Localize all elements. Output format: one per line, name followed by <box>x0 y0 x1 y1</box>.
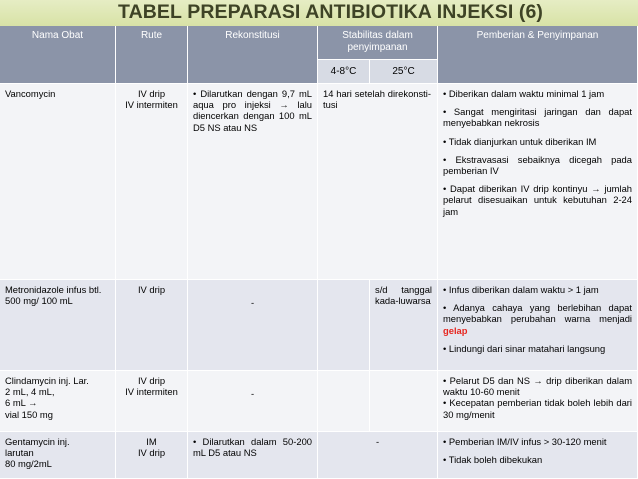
row-metronidazole-stab-cold <box>318 280 370 371</box>
rekon-text: - <box>250 388 255 399</box>
nama-line: 80 mg/2mL <box>5 458 52 470</box>
pemberian-item <box>443 302 632 336</box>
row-clindamycin-rute <box>116 371 188 432</box>
pemberian-text: • Adanya cahaya yang berlebihan dapat menyebabkan perubahan warna menjadi <box>443 302 632 325</box>
pemberian-item: • Kecepatan pemberian tidak boleh lebih dari 30 mg/menit <box>443 397 632 420</box>
row-gentamycin-rute <box>116 432 188 479</box>
rute-line: IV intermiten <box>125 99 178 111</box>
rute-line: IV intermiten <box>125 386 178 398</box>
title-banner <box>0 0 638 26</box>
highlight-word: gelap <box>443 324 468 336</box>
nama-line: 500 mg/ 100 mL <box>5 295 73 307</box>
rekon-text: • Dilarutkan dengan 9,7 mL aqua pro injeksi → lalu diencerkan dengan 100 mL D5 NS atau NS <box>193 88 312 133</box>
header-rute: Rute <box>116 26 188 84</box>
nama-line: 6 mL → <box>5 397 38 409</box>
header-stab-room: 25°C <box>370 60 438 84</box>
nama-line: Clindamycin inj. Lar. <box>5 375 89 386</box>
nama-line: Vancomycin <box>5 88 56 99</box>
pemberian-item: • Pemberian IM/IV infus > 30-120 menit <box>443 436 607 447</box>
pemberian-item: • Sangat mengiritasi jaringan dan dapat menyebabkan nekrosis <box>443 106 632 129</box>
nama-line: Gentamycin inj. <box>5 436 70 447</box>
pemberian-item: • Ekstravasasi sebaiknya dicegah pada pemberian IV <box>443 153 632 177</box>
nama-line: larutan <box>5 447 34 459</box>
row-clindamycin-nama <box>0 371 116 432</box>
header-stabilitas: Stabilitas dalam penyimpanan <box>318 26 438 60</box>
header-pemberian: Pemberian & Penyimpanan <box>438 26 638 84</box>
row-metronidazole-rekon <box>188 280 318 371</box>
stab-text: - <box>375 436 380 447</box>
pemberian-item: • Diberikan dalam waktu minimal 1 jam <box>443 88 605 99</box>
nama-line: 2 mL, 4 mL, <box>5 386 55 398</box>
row-clindamycin-pemberian <box>438 371 638 432</box>
pemberian-item: • Lindungi dari sinar matahari langsung <box>443 342 606 354</box>
row-clindamycin-stab-room <box>370 371 438 432</box>
row-vancomycin-rute <box>116 84 188 280</box>
row-vancomycin-nama <box>0 84 116 280</box>
row-gentamycin-stab <box>318 432 438 479</box>
row-gentamycin-rekon <box>188 432 318 479</box>
stab-text: 14 hari setelah direkonsti-tusi <box>323 88 431 111</box>
row-vancomycin-rekon <box>188 84 318 280</box>
nama-line: vial 150 mg <box>5 408 53 420</box>
row-clindamycin-stab-cold <box>318 371 370 432</box>
row-metronidazole-nama <box>0 280 116 371</box>
row-vancomycin-stab <box>318 84 438 280</box>
rekon-text: - <box>250 297 255 308</box>
rute-line: IV drip <box>137 284 166 295</box>
pemberian-item: • Tidak boleh dibekukan <box>443 454 543 466</box>
pemberian-item: • Tidak dianjurkan untuk diberikan IM <box>443 135 597 147</box>
row-clindamycin-rekon <box>188 371 318 432</box>
rute-line: IV drip <box>137 375 166 386</box>
pemberian-item: • Infus diberikan dalam waktu > 1 jam <box>443 284 599 295</box>
rute-line: IM <box>146 436 157 447</box>
row-metronidazole-pemberian <box>438 280 638 371</box>
stab-text: s/d tanggal kada-luwarsa <box>375 284 432 307</box>
row-gentamycin-nama <box>0 432 116 479</box>
row-gentamycin-pemberian <box>438 432 638 479</box>
pemberian-item: • Pelarut D5 dan NS → drip diberikan dalam waktu 10-60 menit <box>443 375 632 398</box>
rute-line: IV drip <box>137 88 166 99</box>
rekon-text: • Dilarutkan dalam 50-200 mL D5 atau NS <box>193 436 312 459</box>
nama-line: Metronidazole infus btl. <box>5 284 102 295</box>
pemberian-item: • Dapat diberikan IV drip kontinyu → jumlah pelarut disesuaikan untuk kebutuhan 2-24 jam <box>443 183 632 217</box>
rute-line: IV drip <box>137 447 166 459</box>
page-title: TABEL PREPARASI ANTIBIOTIKA INJEKSI (6) <box>118 1 543 23</box>
row-metronidazole-rute <box>116 280 188 371</box>
header-rekonstitusi: Rekonstitusi <box>188 26 318 84</box>
header-stab-cold: 4-8°C <box>318 60 370 84</box>
header-nama-obat: Nama Obat <box>0 26 116 84</box>
row-metronidazole-stab-room <box>370 280 438 371</box>
row-vancomycin-pemberian <box>438 84 638 280</box>
